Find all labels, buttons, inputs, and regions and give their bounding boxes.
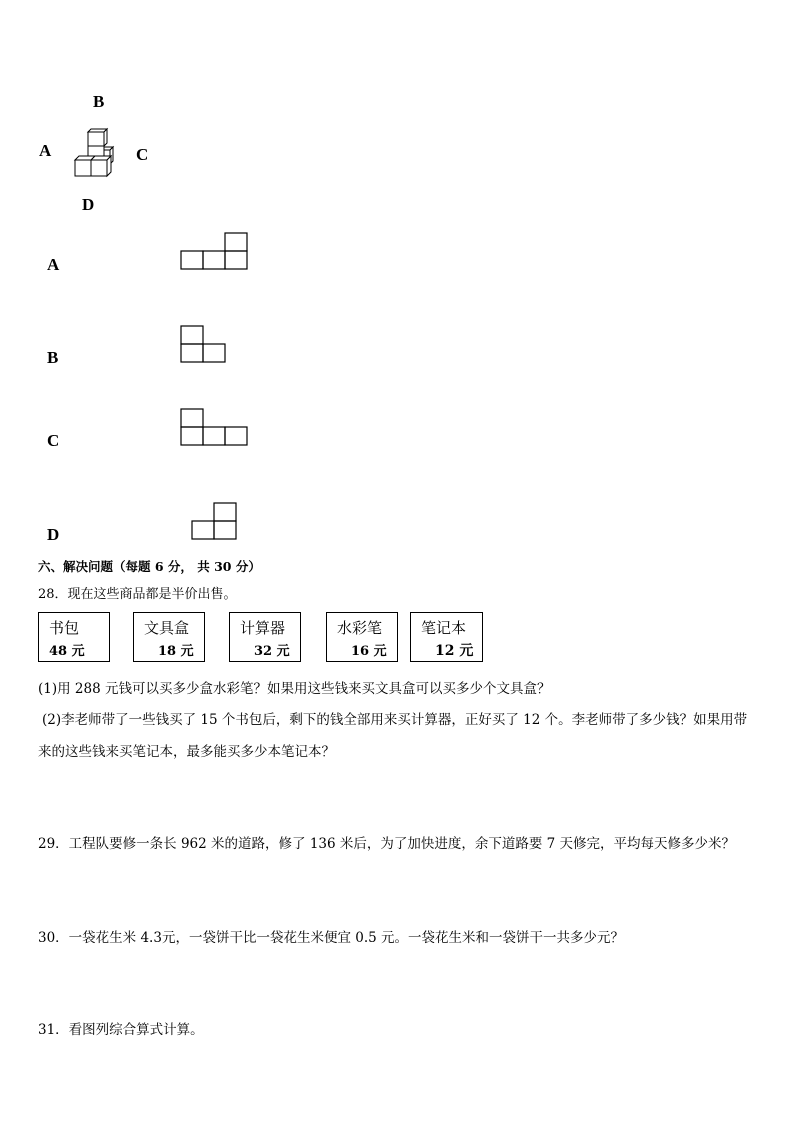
- view-label-bottom: D: [82, 195, 95, 214]
- price-card-watercolor-pens: [326, 612, 398, 662]
- q28-part1: (1)用 288 元钱可以买多少盒水彩笔？如果用这些钱来买文具盒可以买多少个文具盒？: [38, 681, 551, 697]
- item-price: 12 元: [435, 643, 474, 659]
- cube-stack-figure: [70, 124, 122, 180]
- item-name: 水彩笔: [337, 619, 383, 637]
- price-card-calculator: [229, 612, 301, 662]
- option-c-view-shape: [180, 408, 252, 448]
- q29-text: 29．工程队要修一条长 962 米的道路，修了 136 米后，为了加快进度，余下道路要 7 天修完，平均每天修多少米？: [38, 836, 736, 852]
- item-name: 计算器: [240, 619, 286, 637]
- option-label-c: C: [47, 431, 60, 450]
- section-heading: 六、解决问题（每题 6 分， 共 30 分）: [38, 559, 261, 574]
- item-price: 48 元: [49, 644, 85, 659]
- price-card-pencil-box: [133, 612, 205, 662]
- option-label-d: D: [47, 525, 60, 544]
- view-label-right: C: [136, 145, 149, 164]
- q28-stem: 28．现在这些商品都是半价出售。: [38, 587, 237, 602]
- option-b-view-shape: [180, 325, 230, 365]
- item-name: 书包: [49, 619, 80, 637]
- option-label-a: A: [47, 255, 60, 274]
- item-price: 18 元: [158, 644, 194, 659]
- option-label-b: B: [47, 348, 59, 367]
- view-label-left: A: [39, 141, 52, 160]
- item-price: 16 元: [351, 644, 387, 659]
- price-card-bag: [38, 612, 110, 662]
- price-card-notebook: [410, 612, 483, 662]
- q31-text: 31．看图列综合算式计算。: [38, 1022, 204, 1038]
- item-price: 32 元: [254, 644, 290, 659]
- q30-text: 30．一袋花生米 4.3元，一袋饼干比一袋花生米便宜 0.5 元。一袋花生米和一袋饼干一共多少元？: [38, 930, 624, 946]
- q28-part2-line2: 来的这些钱来买笔记本，最多能买多少本笔记本？: [38, 744, 335, 760]
- option-a-view-shape: [180, 232, 250, 272]
- view-label-top: B: [93, 92, 105, 111]
- q28-part2-line1: (2)李老师带了一些钱买了 15 个书包后，剩下的钱全部用来买计算器，正好买了 12 个。李老师带了多少钱？如果用带: [42, 712, 748, 728]
- option-d-view-shape: [191, 502, 241, 542]
- item-name: 文具盒: [144, 619, 190, 637]
- item-name: 笔记本: [421, 619, 467, 637]
